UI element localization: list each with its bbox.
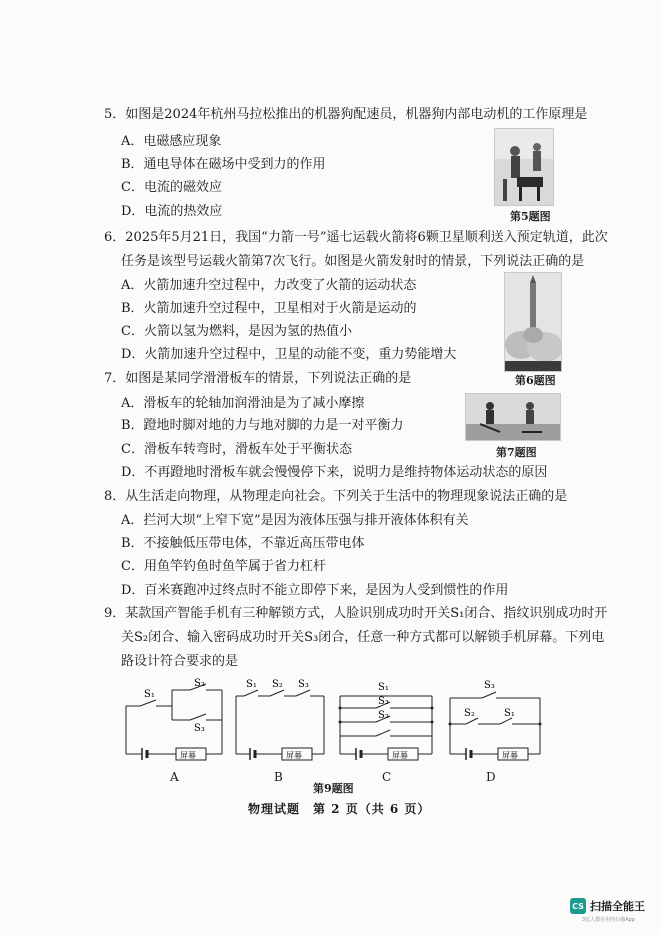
- q6-option-d: D．火箭加速升空过程中，卫星的动能不变，重力势能增大: [121, 347, 457, 362]
- q7-figure-caption: 第7题图: [496, 446, 537, 459]
- q8-stem: 8．从生活走向物理，从物理走向社会。下列关于生活中的物理现象说法正确的是: [104, 489, 568, 504]
- q6-option-c: C．火箭以氢为燃料，是因为氢的热值小: [121, 324, 352, 339]
- circuit-option-c: C: [382, 770, 392, 784]
- q6-stem-line-2: 任务是该型号运载火箭第7次飞行。如图是火箭发射时的情景，下列说法正确的是: [121, 254, 585, 269]
- q5-option-b: B．通电导体在磁场中受到力的作用: [121, 157, 326, 172]
- camscanner-logo-icon: CS: [570, 898, 586, 914]
- q8-option-b: B．不接触低压带电体，不靠近高压带电体: [121, 536, 365, 551]
- switch-label: S₁: [378, 682, 389, 693]
- switch-label: S₃: [484, 680, 495, 691]
- q7-option-c: C．滑板车转弯时，滑板车处于平衡状态: [121, 442, 352, 457]
- screen-label: 屏幕: [180, 751, 196, 760]
- q9-stem-line-3: 路设计符合要求的是: [121, 654, 239, 669]
- switch-label: S₂: [378, 710, 389, 721]
- switch-label: S₃: [194, 723, 205, 734]
- q7-option-d: D．不再蹬地时滑板车就会慢慢停下来，说明力是维持物体运动状态的原因: [121, 465, 548, 480]
- scooter-photo: [465, 393, 561, 441]
- circuit-diagram-c: [334, 678, 438, 768]
- circuit-option-a: A: [170, 770, 179, 784]
- circuit-diagram-a: [118, 678, 230, 768]
- q5-stem: 5．如图是2024年杭州马拉松推出的机器狗配速员，机器狗内部电动机的工作原理是: [104, 107, 588, 122]
- switch-label: S₁: [504, 708, 515, 719]
- circuit-diagram-b: [228, 678, 332, 768]
- scanner-app-name: 扫描全能王: [590, 900, 645, 913]
- q8-option-c: C．用鱼竿钓鱼时鱼竿属于省力杠杆: [121, 559, 326, 574]
- q5-option-c: C．电流的磁效应: [121, 180, 222, 195]
- q6-option-b: B．火箭加速升空过程中，卫星相对于火箭是运动的: [121, 301, 417, 316]
- q5-figure-caption: 第5题图: [510, 210, 551, 223]
- q9-figure-caption: 第9题图: [313, 782, 354, 795]
- rocket-launch-photo: [504, 272, 562, 372]
- q8-option-a: A．拦河大坝“上窄下宽”是因为液体压强与排开液体体积有关: [121, 513, 469, 528]
- q6-figure-caption: 第6题图: [515, 374, 556, 387]
- robot-dog-photo: [494, 128, 554, 206]
- switch-label: S₃: [298, 679, 309, 690]
- q7-option-b: B．蹬地时脚对地的力与地对脚的力是一对平衡力: [121, 418, 404, 433]
- switch-label: S₂: [464, 708, 475, 719]
- scanner-watermark: [570, 898, 645, 914]
- screen-label: 屏幕: [286, 751, 302, 760]
- circuit-option-b: B: [274, 770, 283, 784]
- q9-stem-line-1: 9．某款国产智能手机有三种解锁方式，人脸识别成功时开关S₁闭合、指纹识别成功时开: [104, 606, 608, 621]
- screen-label: 屏幕: [502, 751, 518, 760]
- switch-label: S₃: [378, 696, 389, 707]
- q7-option-a: A．滑板车的轮轴加润滑油是为了减小摩擦: [121, 396, 365, 411]
- switch-label: S₁: [144, 689, 155, 700]
- scanner-tagline: 3亿人都在用的扫描App: [582, 917, 635, 923]
- switch-label: S₂: [272, 679, 283, 690]
- q6-stem-line-1: 6．2025年5月21日，我国“力箭一号”遥七运载火箭将6颗卫星顺利送入预定轨道，此次: [104, 230, 608, 245]
- switch-label: S₂: [194, 678, 205, 689]
- q7-stem: 7．如图是某同学滑滑板车的情景，下列说法正确的是: [104, 371, 412, 386]
- q5-option-a: A．电磁感应现象: [121, 134, 222, 149]
- page-footer: 物理试题 第 2 页（共 6 页）: [248, 802, 431, 816]
- q9-stem-line-2: 关S₂闭合、输入密码成功时开关S₃闭合，任意一种方式都可以解锁手机屏幕。下列电: [121, 630, 605, 645]
- q8-option-d: D．百米赛跑冲过终点时不能立即停下来，是因为人受到惯性的作用: [121, 583, 509, 598]
- circuit-diagram-d: [442, 678, 546, 768]
- q5-option-d: D．电流的热效应: [121, 204, 223, 219]
- switch-label: S₁: [246, 679, 257, 690]
- circuit-option-d: D: [486, 770, 496, 784]
- screen-label: 屏幕: [392, 751, 408, 760]
- q6-option-a: A．火箭加速升空过程中，力改变了火箭的运动状态: [121, 278, 417, 293]
